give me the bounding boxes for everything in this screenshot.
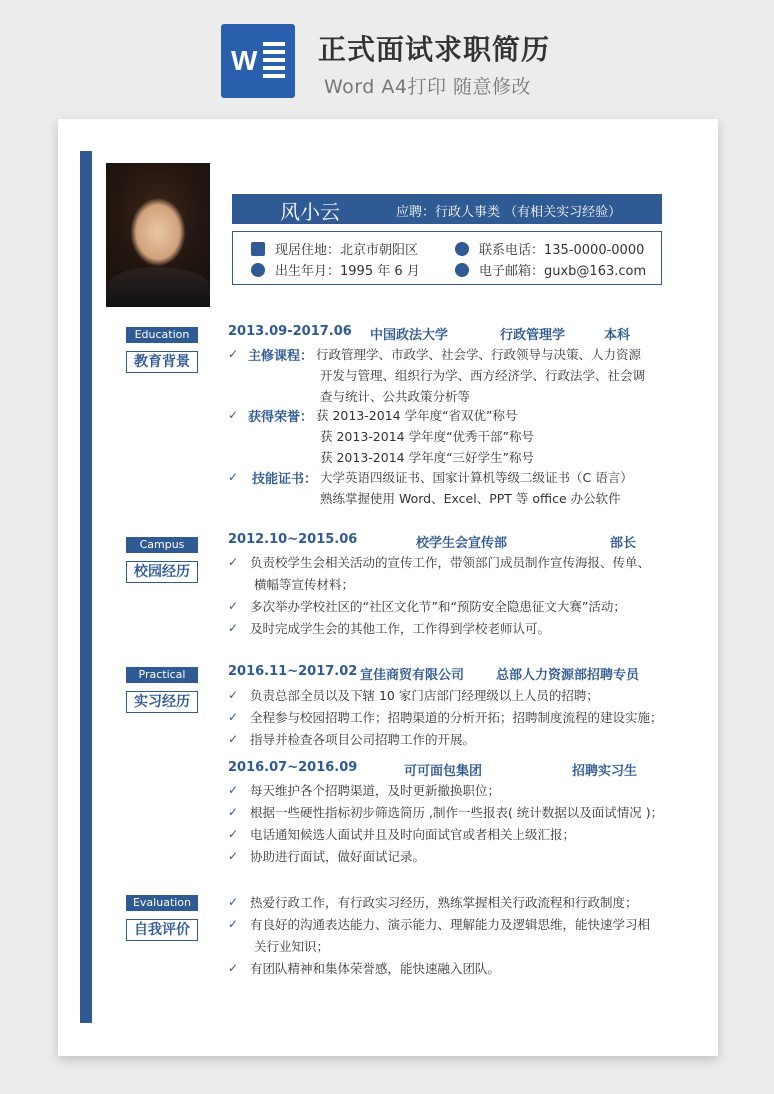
left-accent-bar [80, 151, 92, 1023]
job1-item: 负责总部全员以及下辖 10 家门店部门经理级以上人员的招聘； [250, 688, 599, 703]
job1-role: 总部人力资源部招聘专员 [496, 668, 640, 683]
address-item [251, 239, 418, 258]
check-icon: ✓ [228, 408, 239, 422]
campus-org: 校学生会宣传部 [416, 536, 508, 551]
job2-role: 招聘实习生 [572, 764, 638, 779]
check-icon: ✓ [228, 895, 239, 909]
courses-line: 查与统计、公共政策分析等 [320, 389, 471, 404]
name-bar [232, 194, 662, 224]
check-icon: ✓ [228, 347, 239, 361]
courses-label: 主修课程： [248, 349, 314, 364]
certs-line: 熟练掌握使用 Word、Excel、PPT 等 office 办公软件 [320, 491, 621, 506]
check-icon: ✓ [228, 470, 239, 484]
contact-box [232, 231, 662, 285]
word-logo-letter: W [231, 45, 258, 76]
birth-text: 出生年月：1995 年 6 月 [275, 264, 420, 279]
check-icon: ✓ [228, 961, 239, 975]
job1-item: 全程参与校园招聘工作；招聘渠道的分析开拓；招聘制度流程的建设实施； [250, 710, 663, 725]
phone-text: 联系电话：135-0000-0000 [479, 243, 645, 258]
check-icon: ✓ [228, 599, 239, 613]
practical-tag-cn: 实习经历 [126, 691, 198, 713]
campus-tag-en: Campus [126, 537, 198, 553]
job2-org: 可可面包集团 [404, 764, 483, 779]
check-icon: ✓ [228, 783, 239, 797]
education-school: 中国政法大学 [370, 328, 449, 343]
education-major: 行政管理学 [500, 328, 566, 343]
check-icon: ✓ [228, 849, 239, 863]
email-icon [455, 263, 469, 277]
phone-icon [455, 242, 469, 256]
check-icon: ✓ [228, 917, 239, 931]
practical-tag-en: Practical [126, 667, 198, 683]
job2-period: 2016.07~2016.09 [228, 760, 358, 775]
education-tag-en: Education [126, 327, 198, 343]
campus-item: 及时完成学生会的其他工作，工作得到学校老师认可。 [250, 621, 551, 636]
evaluation-item: 有良好的沟通表达能力、演示能力、理解能力及逻辑思维，能快速学习相 [250, 917, 651, 932]
check-icon: ✓ [228, 621, 239, 635]
honors-label: 获得荣誉： [248, 410, 314, 425]
job1-org: 宣佳商贸有限公司 [360, 668, 465, 683]
birth-item [251, 260, 420, 279]
honors-line: 获 2013-2014 学年度“优秀干部”称号 [320, 429, 535, 444]
evaluation-tag-cn: 自我评价 [126, 919, 198, 941]
evaluation-tag-en: Evaluation [126, 895, 198, 911]
word-logo-icon [221, 24, 295, 98]
honors-line: 获 2013-2014 学年度“三好学生”称号 [320, 450, 535, 465]
resume-paper [58, 119, 718, 1056]
check-icon: ✓ [228, 710, 239, 724]
email-text: 电子邮箱：guxb@163.com [479, 264, 647, 279]
address-text: 现居住地：北京市朝阳区 [275, 243, 419, 258]
document-title: 正式面试求职简历 [318, 33, 551, 66]
calendar-icon [251, 242, 265, 256]
campus-tag-cn: 校园经历 [126, 561, 198, 583]
campus-role: 部长 [610, 536, 637, 551]
campus-item: 负责校学生会相关活动的宣传工作，带领部门成员制作宣传海报、传单、 [250, 555, 651, 570]
courses-line: 行政管理学、市政学、社会学、行政领导与决策、人力资源 [316, 347, 642, 362]
honors-line: 获 2013-2014 学年度“省双优”称号 [316, 408, 518, 423]
email-item [455, 260, 646, 279]
candidate-name: 风小云 [280, 200, 340, 224]
campus-item: 横幅等宣传材料； [254, 577, 355, 592]
job1-period: 2016.11~2017.02 [228, 664, 358, 679]
campus-period: 2012.10~2015.06 [228, 532, 358, 547]
certs-label: 技能证书： [252, 472, 318, 487]
job2-item: 根据一些硬性指标初步筛选简历 ,制作一些报表( 统计数据以及面试情况 )； [250, 805, 664, 820]
word-lines-icon [263, 42, 285, 82]
check-icon: ✓ [228, 805, 239, 819]
check-icon: ✓ [228, 688, 239, 702]
job2-item: 电话通知候选人面试并且及时向面试官或者相关上级汇报； [250, 827, 576, 842]
check-icon: ✓ [228, 555, 239, 569]
phone-item [455, 239, 644, 258]
check-icon: ✓ [228, 827, 239, 841]
campus-item: 多次举办学校社区的“社区文化节”和“预防安全隐患征文大赛”活动； [250, 599, 626, 614]
evaluation-item: 热爱行政工作，有行政实习经历，熟练掌握相关行政流程和行政制度； [250, 895, 638, 910]
profile-photo [106, 163, 210, 307]
courses-line: 开发与管理、组织行为学、西方经济学、行政法学、社会调 [320, 368, 646, 383]
document-subtitle: Word A4打印 随意修改 [324, 76, 532, 98]
evaluation-item: 关行业知识； [254, 939, 330, 954]
certs-line: 大学英语四级证书、国家计算机等级二级证书（C 语言） [320, 470, 633, 485]
evaluation-item: 有团队精神和集体荣誉感，能快速融入团队。 [250, 961, 501, 976]
education-period: 2013.09-2017.06 [228, 324, 352, 339]
job1-item: 指导并检查各项目公司招聘工作的开展。 [250, 732, 476, 747]
location-icon [251, 263, 265, 277]
check-icon: ✓ [228, 732, 239, 746]
education-degree: 本科 [604, 328, 631, 343]
job2-item: 协助进行面试，做好面试记录。 [250, 849, 426, 864]
job2-item: 每天维护各个招聘渠道，及时更新撤换职位； [250, 783, 501, 798]
education-tag-cn: 教育背景 [126, 351, 198, 373]
apply-position: 应聘：行政人事类 （有相关实习经验） [396, 205, 622, 220]
